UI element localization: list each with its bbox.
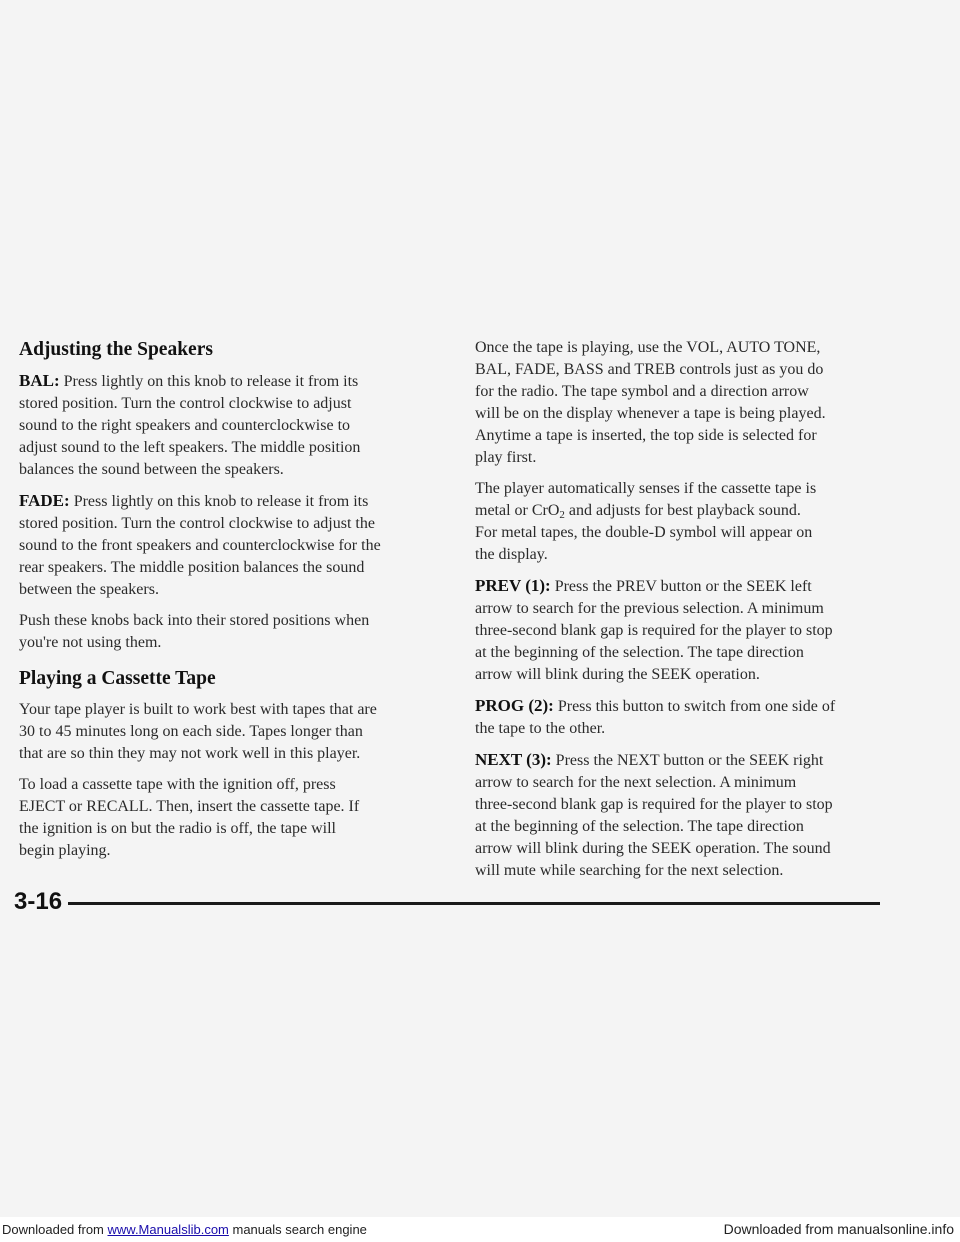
next-paragraph [475,749,915,882]
heading-playing-cassette: Playing a Cassette Tape [19,668,216,689]
bal-term: BAL: [19,371,60,390]
footer-right: Downloaded from manualsonline.info [723,1221,954,1237]
senses-subscript: 2 [559,509,565,521]
senses-text-b: and adjusts for best playback sound. For metal tapes, the double-D symbol will appear on the display. [475,502,813,563]
fade-text: Press lightly on this knob to release it from its stored position. Turn the control clockwise to adjust the sound to the front speakers and counterclockwise for the rear speakers. The middle position balances the sound between the speakers. [19,493,381,598]
push-paragraph: Push these knobs back into their stored positions when you're not using them. [19,612,370,651]
fade-paragraph [19,490,451,601]
load-paragraph: To load a cassette tape with the ignition off, press EJECT or RECALL. Then, insert the cassette tape. If the ignition is on but the radio is off, the tape will begin playing. [19,776,360,859]
bal-paragraph [19,370,451,481]
bal-text: Press lightly on this knob to release it from its stored position. Turn the control clockwise to adjust sound to the right speakers and counterclockwise to adjust sound to the left speakers. The middle position balances the sound between the speakers. [19,373,361,478]
manualslib-link[interactable]: www.Manualslib.com [107,1222,229,1237]
prog-text: Press this button to switch from one side of the tape to the other. [475,698,836,737]
footer-left [2,1222,367,1237]
right-column [475,337,915,891]
footer-bar [0,1217,960,1242]
footer-prefix: Downloaded from [2,1222,108,1237]
footer-suffix: manuals search engine [228,1222,367,1237]
senses-paragraph [475,478,915,566]
tape-paragraph: Your tape player is built to work best with tapes that are 30 to 45 minutes long on each side. Tapes longer than that are so thin they may not work well in this player. [19,701,377,762]
fade-term: FADE: [19,491,70,510]
senses-text-a: The player automatically senses if the cassette tape is metal or CrO [475,480,817,519]
once-paragraph: Once the tape is playing, use the VOL, AUTO TONE, BAL, FADE, BASS and TREB controls just as you do for the radio. The tape symbol and a direction arrow will be on the display whenever a tape is being played. Anytime a tape is inserted, the top side is selected for play first. [475,339,826,466]
prev-text: Press the PREV button or the SEEK left arrow to search for the previous selection. A minimum three-second blank gap is required for the player to stop at the beginning of the selection. The tape direction arrow will blink during the SEEK operation. [475,578,833,683]
page-number: 3-16 [14,888,63,915]
next-text: Press the NEXT button or the SEEK right arrow to search for the next selection. A minimum three-second blank gap is required for the player to stop at the beginning of the selection. The tape direction arrow will blink during the SEEK operation. The sound will mute while searching for the next selection. [475,752,833,879]
left-column [19,337,451,871]
heading-adjusting-speakers: Adjusting the Speakers [19,339,213,360]
prev-paragraph [475,575,915,686]
prog-term: PROG (2): [475,696,554,715]
prev-term: PREV (1): [475,576,551,595]
page-rule [68,902,880,905]
prog-paragraph [475,695,915,740]
next-term: NEXT (3): [475,750,552,769]
